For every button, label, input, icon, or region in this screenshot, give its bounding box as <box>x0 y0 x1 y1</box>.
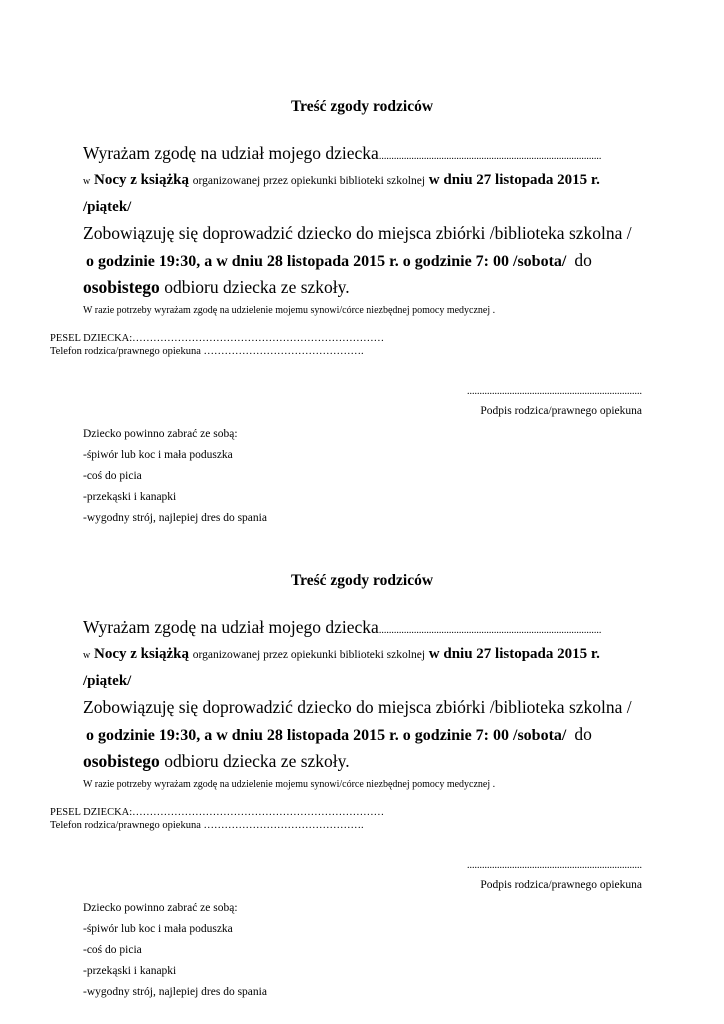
form-title: Treść zgody rodziców <box>290 572 434 589</box>
pesel-field: PESEL DZIECKA:……………………………………………………………… <box>50 333 385 344</box>
bring-item: -coś do picia <box>83 470 142 482</box>
event-name: Nocy z książką <box>93 172 189 188</box>
event-organizer: organizowanej przez opiekunki biblioteki szkolnej <box>192 649 426 661</box>
signature-line: ...................................................................... <box>467 386 642 397</box>
schedule-tail: do <box>574 250 592 270</box>
consent-form-2 <box>0 474 724 998</box>
bring-item: -przekąski i kanapki <box>83 965 177 977</box>
event-weekday: /piątek/ <box>83 673 132 689</box>
event-name: Nocy z książką <box>93 646 189 662</box>
bring-item: -śpiwór lub koc i mała poduszka <box>83 449 233 461</box>
signature-label: Podpis rodzica/prawnego opiekuna <box>480 405 642 417</box>
pickup-bold: osobistego <box>83 751 160 771</box>
event-prefix: w <box>83 650 91 661</box>
schedule-line <box>86 724 592 745</box>
dropoff-line: Zobowiązuję się doprowadzić dziecko do miejsca zbiórki /biblioteka szkolna / <box>83 697 632 717</box>
consent-line <box>83 143 601 164</box>
bring-heading: Dziecko powinno zabrać ze sobą: <box>83 428 238 440</box>
signature-label: Podpis rodzica/prawnego opiekuna <box>480 879 642 891</box>
event-prefix: w <box>83 176 91 187</box>
bring-item: -przekąski i kanapki <box>83 491 177 503</box>
pickup-line <box>83 277 350 298</box>
pickup-text: odbioru dziecka ze szkoły. <box>164 751 350 771</box>
event-date: w dniu 27 listopada 2015 r. <box>428 646 600 662</box>
signature-line: ...................................................................... <box>467 860 642 871</box>
pickup-line <box>83 751 350 772</box>
event-organizer: organizowanej przez opiekunki biblioteki szkolnej <box>192 175 426 187</box>
child-name-blank: ......................................................................................... <box>378 625 602 636</box>
schedule-times: o godzinie 19:30, a w dniu 28 listopada 2015 r. o godzinie 7: 00 /sobota/ <box>86 253 567 270</box>
bring-item: -śpiwór lub koc i mała poduszka <box>83 923 233 935</box>
bring-item: -coś do picia <box>83 944 142 956</box>
pickup-bold: osobistego <box>83 277 160 297</box>
event-line <box>83 172 600 189</box>
phone-field: Telefon rodzica/prawnego opiekuna ………………………………………. <box>50 820 364 831</box>
consent-text: Wyrażam zgodę na udział mojego dziecka <box>83 143 379 163</box>
phone-field: Telefon rodzica/prawnego opiekuna ………………………………………. <box>50 346 364 357</box>
schedule-times: o godzinie 19:30, a w dniu 28 listopada 2015 r. o godzinie 7: 00 /sobota/ <box>86 727 567 744</box>
consent-line <box>83 617 601 638</box>
bring-heading: Dziecko powinno zabrać ze sobą: <box>83 902 238 914</box>
bring-item: -wygodny strój, najlepiej dres do spania <box>83 986 267 998</box>
pickup-text: odbioru dziecka ze szkoły. <box>164 277 350 297</box>
pesel-field: PESEL DZIECKA:……………………………………………………………… <box>50 807 385 818</box>
bring-item: -wygodny strój, najlepiej dres do spania <box>83 512 267 524</box>
dropoff-line: Zobowiązuję się doprowadzić dziecko do miejsca zbiórki /biblioteka szkolna / <box>83 223 632 243</box>
form-title: Treść zgody rodziców <box>290 98 434 115</box>
child-name-blank: ......................................................................................... <box>378 151 602 162</box>
event-date: w dniu 27 listopada 2015 r. <box>428 172 600 188</box>
event-line <box>83 646 600 663</box>
schedule-tail: do <box>574 724 592 744</box>
medical-consent: W razie potrzeby wyrażam zgodę na udzielenie mojemu synowi/córce niezbędnej pomocy medycznej . <box>83 305 496 316</box>
medical-consent: W razie potrzeby wyrażam zgodę na udzielenie mojemu synowi/córce niezbędnej pomocy medycznej . <box>83 779 496 790</box>
event-weekday: /piątek/ <box>83 199 132 215</box>
schedule-line <box>86 250 592 271</box>
consent-text: Wyrażam zgodę na udział mojego dziecka <box>83 617 379 637</box>
